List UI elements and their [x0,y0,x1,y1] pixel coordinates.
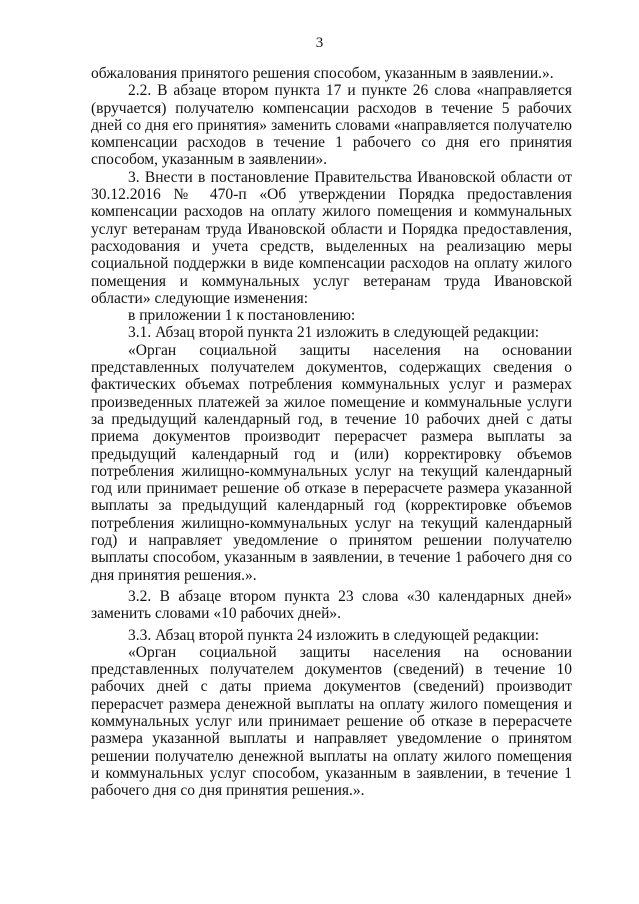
paragraph-2-2: 2.2. В абзаце втором пункта 17 и пункте 26 слова «направляется (вручается) получателю компенсации расходов в течение 5 рабочих дней со дня его принятия» заменить словами «направляется получателю компенсации расходов в течение 1 рабочего со дня его принятия способом, указанным в заявлении». [91,82,572,169]
document-body [91,65,572,799]
paragraph-3: 3. Внести в постановление Правительства Ивановской области от 30.12.2016 № 470-п «Об утверждении Порядка предоставления компенсации расходов на оплату жилого помещения и коммунальных услуг ветеранам труда Ивановской области и Порядка предоставления, расходования и учета средств, выделенных на реализацию меры социальной поддержки в виде компенсации расходов на оплату жилого помещения и коммунальных услуг ветеранам труда Ивановской области» следующие изменения: [91,168,572,307]
paragraph-continuation: обжалования принятого решения способом, указанным в заявлении.». [91,65,554,82]
paragraph-3-3: 3.3. Абзац второй пункта 24 изложить в следующей редакции: [128,626,540,644]
paragraph-3-2: 3.2. В абзаце втором пункта 23 слова «30 календарных дней» заменить словами «10 рабочих дней». [91,587,572,623]
paragraph-appendix-1: в приложении 1 к постановлению: [128,307,356,325]
paragraph-3-3-quote: «Орган социальной защиты населения на основании представленных получателем документов (сведений) в течение 10 рабочих дней с даты приема документов (сведений) производит перерасчет размера денежной выплаты на оплату жилого помещения и коммунальных услуг или принимает решение об отказе в перерасчете размера указанной выплаты и направляет уведомление о принятом решении получателю денежной выплаты на оплату жилого помещения и коммунальных услуг способом, указанным в заявлении, в течение 1 рабочего дня со дня принятия решения.». [91,643,572,800]
page-number: 3 [315,35,324,51]
paragraph-3-1-quote: «Орган социальной защиты населения на основании представленных получателем документов, содержащих сведения о фактических объемах потребления коммунальных услуг и размерах произведенных платежей за жилое помещение и коммунальные услуги за предыдущий календарный год, в течение 10 рабочих дней с даты приема документов производит перерасчет размера выплаты за предыдущий календарный год и (или) корректировку объемов потребления жилищно-коммунальных услуг на текущий календарный год или принимает решение об отказе в перерасчете размера указанной выплаты за предыдущий календарный год (корректировке объемов потребления жилищно-коммунальных услуг на текущий календарный год) и направляет уведомление о принятом решении получателю выплаты способом, указанным в заявлении, в течение 1 рабочего дня со дня принятия решения.». [91,341,572,584]
paragraph-3-1: 3.1. Абзац второй пункта 21 изложить в следующей редакции: [128,324,540,342]
